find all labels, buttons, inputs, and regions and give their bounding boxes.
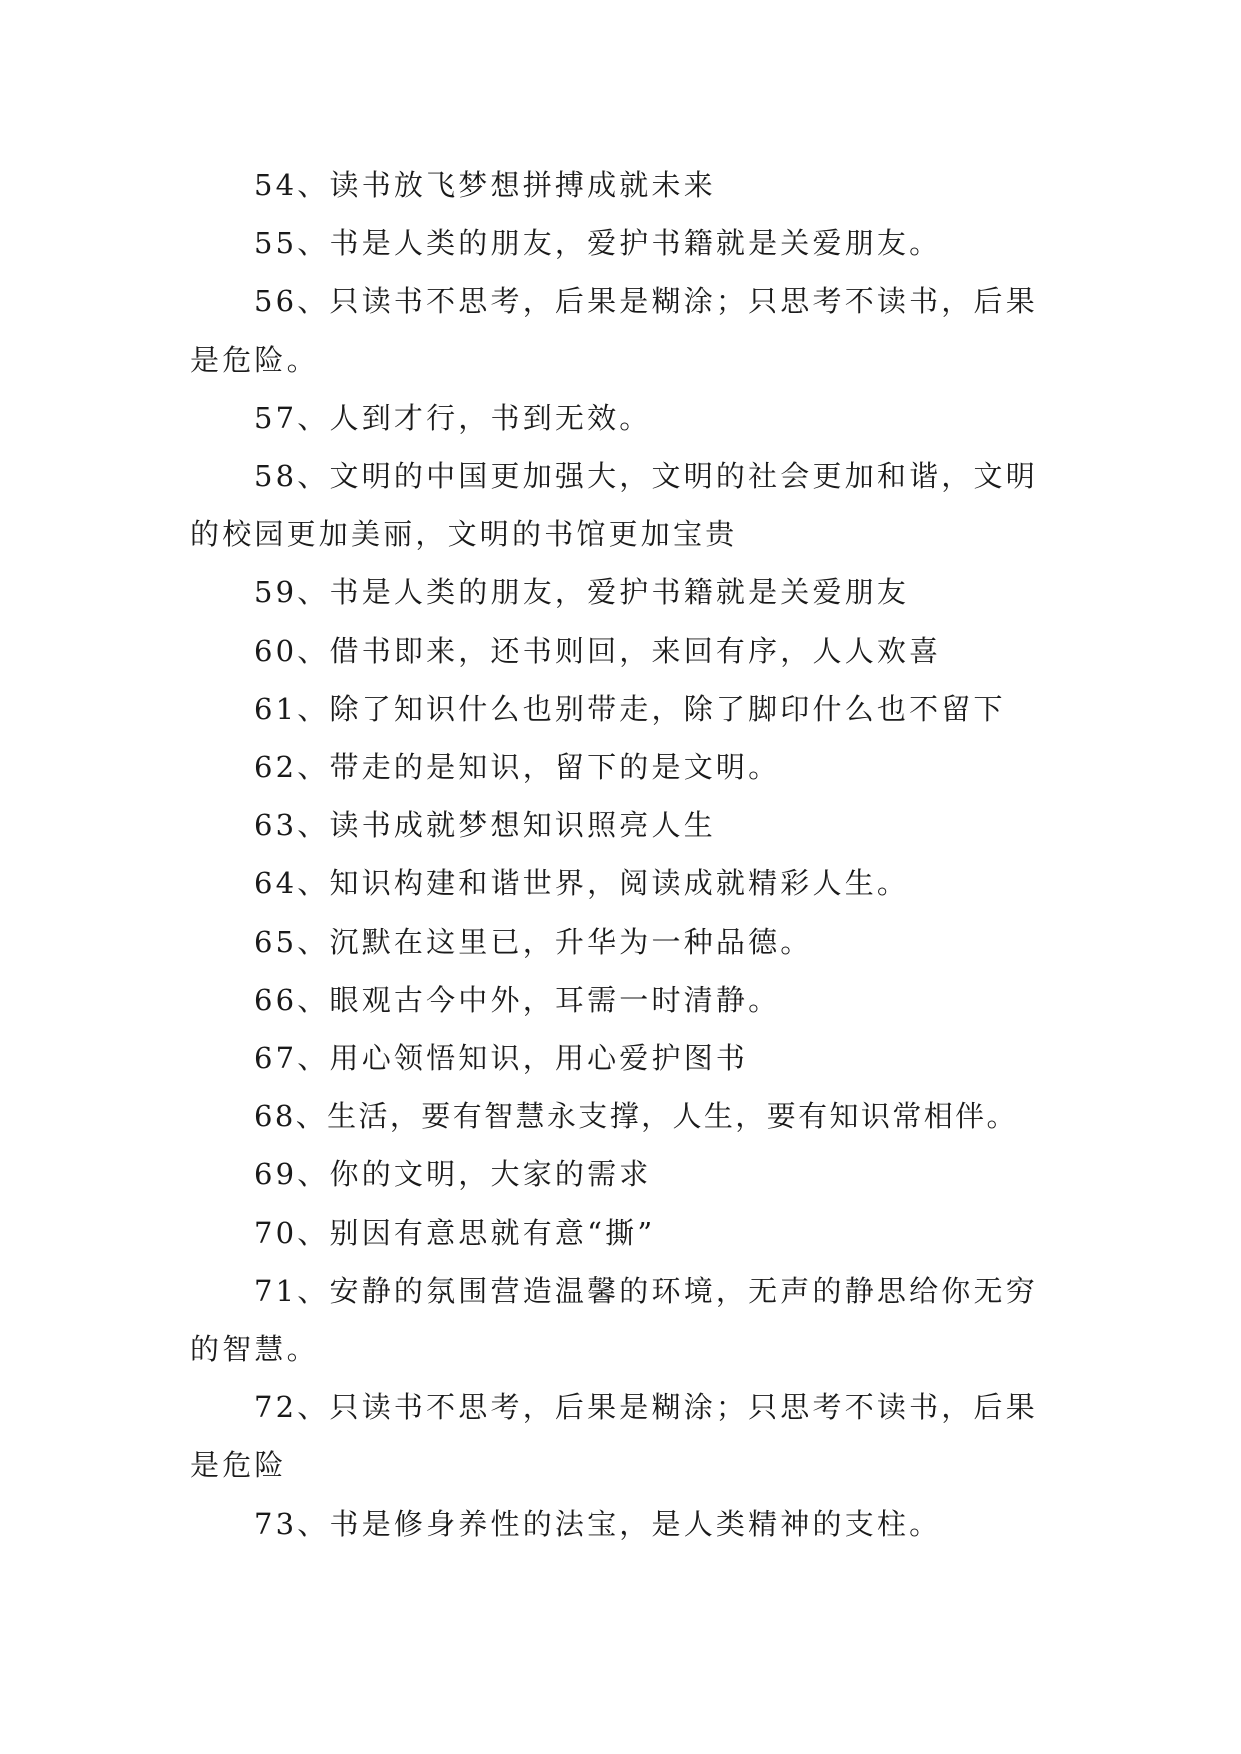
paragraph-60: 60、借书即来，还书则回，来回有序，人人欢喜: [254, 633, 942, 668]
paragraph-54: 54、读书放飞梦想拼搏成就未来: [254, 168, 716, 202]
paragraph-63: 63、读书成就梦想知识照亮人生: [254, 808, 716, 843]
paragraph-73: 73、书是修身养性的法宝，是人类精神的支柱。: [254, 1506, 942, 1541]
paragraph-72: 72、只读书不思考，后果是糊涂；只思考不读书，后果是危险: [190, 1390, 1038, 1483]
paragraph-65: 65、沉默在这里已，升华为一种品德。: [254, 924, 813, 959]
paragraph-57: 57、人到才行，书到无效。: [254, 400, 652, 435]
paragraph-66: 66、眼观古今中外，耳需一时清静。: [254, 982, 781, 1017]
paragraph-56: 56、只读书不思考，后果是糊涂；只思考不读书，后果是危险。: [190, 284, 1038, 377]
paragraph-68: 68、生活，要有智慧永支撑，人生，要有知识常相伴。: [254, 1099, 1018, 1134]
document-body: [190, 156, 1060, 1553]
paragraph-67: 67、用心领悟知识，用心爱护图书: [254, 1041, 749, 1076]
paragraph-58: 58、文明的中国更加强大，文明的社会更加和谐，文明的校园更加美丽，文明的书馆更加宝贵: [190, 459, 1038, 552]
paragraph-62: 62、带走的是知识，留下的是文明。: [254, 750, 781, 785]
paragraph-61: 61、除了知识什么也别带走，除了脚印什么也不留下: [254, 691, 1006, 726]
paragraph-70: 70、别因有意思就有意“撕”: [254, 1215, 656, 1250]
paragraph-55: 55、书是人类的朋友，爱护书籍就是关爱朋友。: [254, 226, 942, 261]
paragraph-59: 59、书是人类的朋友，爱护书籍就是关爱朋友: [254, 575, 910, 610]
paragraph-71: 71、安静的氛围营造温馨的环境，无声的静思给你无穷的智慧。: [190, 1273, 1038, 1367]
paragraph-69: 69、你的文明，大家的需求: [254, 1157, 652, 1192]
paragraph-64: 64、知识构建和谐世界，阅读成就精彩人生。: [254, 866, 910, 901]
